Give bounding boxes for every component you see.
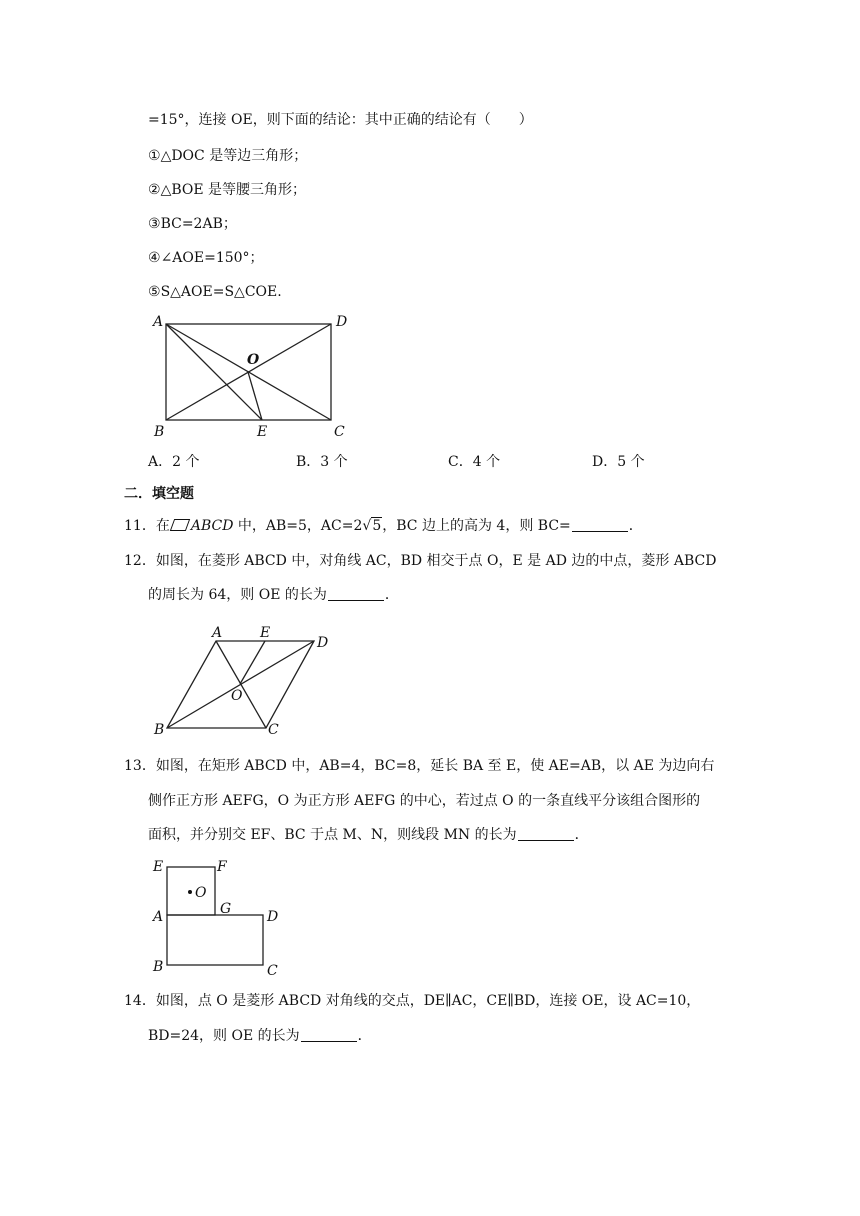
- q12-rhombus-figure: [150, 622, 340, 740]
- q14-line-2: BD=24，则 OE 的长为 ．: [148, 1028, 372, 1044]
- label-G: G: [220, 901, 232, 917]
- label-A: A: [153, 909, 164, 925]
- label-B: B: [154, 722, 165, 738]
- label-C: C: [268, 722, 279, 738]
- q11-answer-blank[interactable]: [572, 517, 628, 532]
- q10-item-3: ③BC=2AB；: [148, 216, 237, 232]
- label-A: A: [212, 625, 223, 641]
- q14-answer-blank[interactable]: [301, 1027, 357, 1042]
- q13-composite-figure: [150, 855, 290, 979]
- label-D: D: [336, 314, 348, 330]
- label-B: B: [154, 424, 165, 440]
- label-O: O: [247, 352, 260, 368]
- label-C: C: [267, 963, 278, 979]
- label-D: D: [317, 635, 329, 651]
- option-c[interactable]: C．4 个: [448, 454, 501, 470]
- label-O: O: [195, 885, 207, 901]
- label-A: A: [153, 314, 164, 330]
- q13-answer-blank[interactable]: [518, 826, 574, 841]
- label-F: F: [217, 859, 227, 875]
- q11-line: 11．在 ABCD 中，AB=5，AC=2√5，BC 边上的高为 4，则 BC= ．: [124, 518, 643, 534]
- q10-rectangle-figure: [150, 312, 360, 442]
- q13-line-3: 面积，并分别交 EF、BC 于点 M、N，则线段 MN 的长为 ．: [148, 827, 589, 843]
- parallelogram-symbol: [170, 519, 190, 531]
- q13-line-1: 13．如图，在矩形 ABCD 中，AB=4，BC=8，延长 BA 至 E，使 AE=AB，以 AE 为边向右: [124, 758, 715, 774]
- label-E: E: [257, 424, 268, 440]
- label-C: C: [334, 424, 345, 440]
- label-E: E: [153, 859, 164, 875]
- option-b[interactable]: B．3 个: [296, 454, 348, 470]
- sqrt-expression: 2√5: [353, 518, 382, 534]
- q12-answer-blank[interactable]: [328, 586, 384, 601]
- section-title: 二．填空题: [124, 486, 194, 502]
- q10-item-2: ②△BOE 是等腰三角形；: [148, 182, 307, 198]
- q12-line-1: 12．如图，在菱形 ABCD 中，对角线 AC，BD 相交于点 O，E 是 AD 边的中点，菱形 ABCD: [124, 553, 717, 569]
- option-a[interactable]: A．2 个: [148, 454, 200, 470]
- option-d[interactable]: D．5 个: [592, 454, 645, 470]
- q10-options: [148, 451, 708, 471]
- center-dot: [188, 890, 192, 894]
- q10-item-1: ①△DOC 是等边三角形；: [148, 148, 308, 164]
- label-D: D: [267, 909, 279, 925]
- q12-line-2: 的周长为 64，则 OE 的长为 ．: [148, 587, 399, 603]
- q14-line-1: 14．如图，点 O 是菱形 ABCD 对角线的交点，DE∥AC，CE∥BD，连接 OE，设 AC=10，: [124, 993, 701, 1009]
- q13-line-2: 侧作正方形 AEFG，O 为正方形 AEFG 的中心，若过点 O 的一条直线平分该组合图形的: [148, 793, 701, 809]
- label-O: O: [231, 688, 243, 704]
- label-E: E: [260, 625, 271, 641]
- q10-item-5: ⑤S△AOE=S△COE.: [148, 284, 282, 300]
- label-B: B: [153, 959, 164, 975]
- q10-tail: =15°，连接 OE，则下面的结论：其中正确的结论有（ ）: [148, 112, 533, 128]
- q10-item-4: ④∠AOE=150°；: [148, 250, 264, 266]
